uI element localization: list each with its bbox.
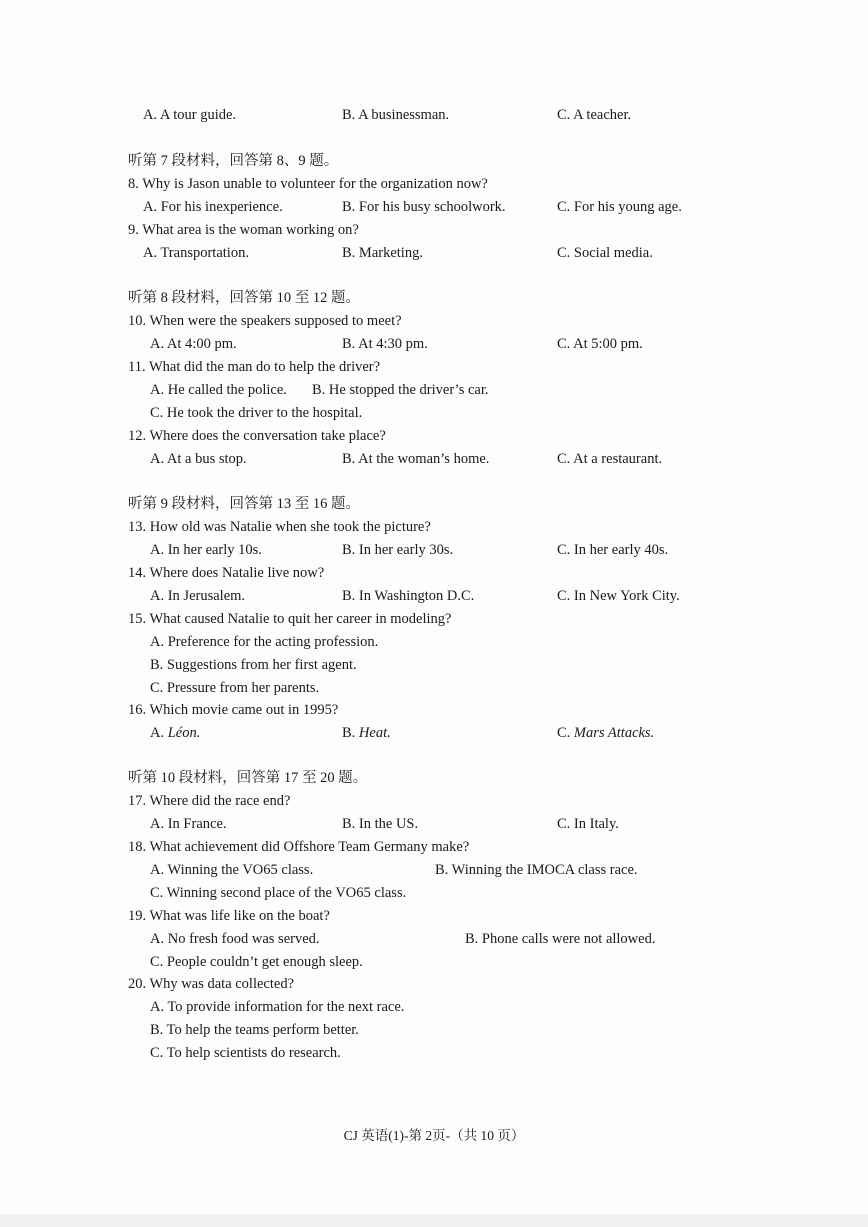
option-b: B. For his busy schoolwork. xyxy=(342,199,506,215)
option-c xyxy=(557,723,654,743)
option-b: B. Phone calls were not allowed. xyxy=(465,931,656,947)
question-text: 17. Where did the race end? xyxy=(128,793,291,809)
question-text: 18. What achievement did Offshore Team Germany make? xyxy=(128,839,470,855)
option-a: A. To provide information for the next race. xyxy=(150,999,405,1015)
option-c: C. In her early 40s. xyxy=(557,542,669,558)
section-heading: 听第 9 段材料，回答第 13 至 16 题。 xyxy=(128,496,360,512)
option-a: A. At 4:00 pm. xyxy=(150,336,237,352)
option-c: C. At 5:00 pm. xyxy=(557,336,643,352)
option-label: B. xyxy=(342,725,359,741)
option-c: C. For his young age. xyxy=(557,199,682,215)
option-c: C. People couldn’t get enough sleep. xyxy=(150,954,363,970)
question-text: 8. Why is Jason unable to volunteer for the organization now? xyxy=(128,176,488,192)
section-heading: 听第 10 段材料，回答第 17 至 20 题。 xyxy=(128,770,368,786)
scan-edge xyxy=(0,1214,868,1227)
option-label: A. xyxy=(150,725,168,741)
question-text: 13. How old was Natalie when she took the picture? xyxy=(128,519,431,535)
option-c: C. Winning second place of the VO65 class. xyxy=(150,885,407,901)
option-c: C. Pressure from her parents. xyxy=(150,680,320,696)
option-a xyxy=(150,723,200,743)
option-a: A. A tour guide. xyxy=(143,107,237,123)
option-c: C. To help scientists do research. xyxy=(150,1045,341,1061)
option-b: B. In the US. xyxy=(342,816,419,832)
option-b: B. To help the teams perform better. xyxy=(150,1022,359,1038)
question-text: 19. What was life like on the boat? xyxy=(128,908,330,924)
option-a: A. No fresh food was served. xyxy=(150,931,320,947)
question-text: 9. What area is the woman working on? xyxy=(128,222,359,238)
option-a: A. In her early 10s. xyxy=(150,542,262,558)
option-c: C. He took the driver to the hospital. xyxy=(150,405,363,421)
option-label: C. xyxy=(557,725,574,741)
option-a: A. Winning the VO65 class. xyxy=(150,862,314,878)
option-a: A. Transportation. xyxy=(143,245,249,261)
question-text: 14. Where does Natalie live now? xyxy=(128,565,325,581)
question-text: 11. What did the man do to help the driver? xyxy=(128,359,381,375)
option-b: B. At 4:30 pm. xyxy=(342,336,428,352)
option-a: A. At a bus stop. xyxy=(150,451,247,467)
option-c: C. At a restaurant. xyxy=(557,451,663,467)
question-text: 12. Where does the conversation take place? xyxy=(128,428,386,444)
option-b: B. He stopped the driver’s car. xyxy=(312,382,489,398)
option-c: C. Social media. xyxy=(557,245,653,261)
option-a: A. In Jerusalem. xyxy=(150,588,246,604)
option-a: A. Preference for the acting profession. xyxy=(150,634,379,650)
section-heading: 听第 7 段材料，回答第 8、9 题。 xyxy=(128,153,339,169)
option-b: B. In Washington D.C. xyxy=(342,588,475,604)
option-c: C. In Italy. xyxy=(557,816,619,832)
option-b: B. Winning the IMOCA class race. xyxy=(435,862,638,878)
question-text: 16. Which movie came out in 1995? xyxy=(128,702,339,718)
option-b: B. Suggestions from her first agent. xyxy=(150,657,357,673)
option-b: B. At the woman’s home. xyxy=(342,451,490,467)
option-a: A. For his inexperience. xyxy=(143,199,283,215)
question-text: 20. Why was data collected? xyxy=(128,976,295,992)
movie-title: Mars Attacks. xyxy=(573,725,655,741)
movie-title: Léon. xyxy=(167,725,201,741)
option-b xyxy=(342,723,391,743)
movie-title: Heat. xyxy=(358,725,391,741)
option-c: C. A teacher. xyxy=(557,107,632,123)
option-b: B. A businessman. xyxy=(342,107,450,123)
question-text: 10. When were the speakers supposed to meet? xyxy=(128,313,402,329)
option-b: B. In her early 30s. xyxy=(342,542,454,558)
page-footer: CJ 英语(1)-第 2页-（共 10 页） xyxy=(343,1128,525,1143)
section-heading: 听第 8 段材料，回答第 10 至 12 题。 xyxy=(128,290,360,306)
option-b: B. Marketing. xyxy=(342,245,423,261)
option-a: A. He called the police. xyxy=(150,382,287,398)
option-c: C. In New York City. xyxy=(557,588,680,604)
question-text: 15. What caused Natalie to quit her career in modeling? xyxy=(128,611,452,627)
option-a: A. In France. xyxy=(150,816,227,832)
